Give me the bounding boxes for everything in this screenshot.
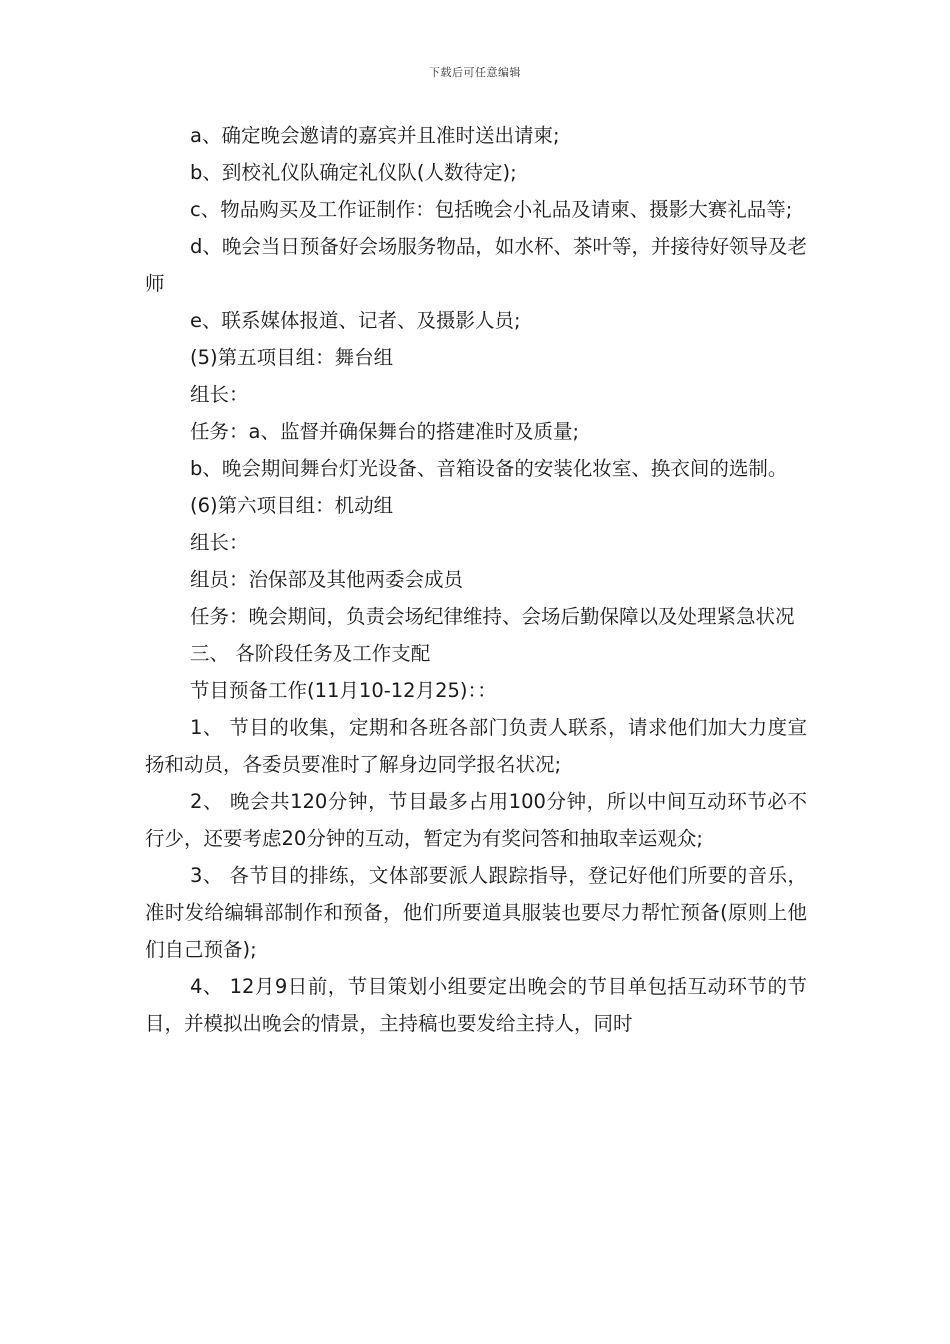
paragraph: 组员：治保部及其他两委会成员 (190, 568, 464, 591)
paragraph: a、确定晚会邀请的嘉宾并且准时送出请柬; (190, 124, 560, 147)
paragraph: b、晚会期间舞台灯光设备、音箱设备的安装化妆室、换衣间的选制。 (190, 457, 788, 480)
list-item: 2、 晚会共120分钟，节目最多占用100分钟，所以中间互动环节必不行少，还要考虑20分钟的互动，暂定为有奖问答和抽取幸运观众; (145, 790, 807, 850)
paragraph: 节目预备工作(11月10-12月25)：： (190, 679, 497, 702)
paragraph: e、联系媒体报道、记者、及摄影人员; (190, 309, 521, 332)
paragraph: 组长： (190, 531, 249, 554)
list-item: 1、 节目的收集，定期和各班各部门负责人联系，请求他们加大力度宣扬和动员，各委员要准时了解身边同学报名状况; (145, 716, 807, 776)
section-heading: (5)第五项目组：舞台组 (190, 346, 394, 369)
section-heading: 三、 各阶段任务及工作支配 (190, 642, 431, 665)
paragraph: 组长： (190, 383, 249, 406)
paragraph: b、到校礼仪队确定礼仪队(人数待定); (190, 161, 517, 184)
paragraph: 任务：晚会期间，负责会场纪律维持、会场后勤保障以及处理紧急状况 (190, 605, 795, 628)
page-header: 下载后可任意编辑 (429, 66, 521, 79)
list-item: 3、 各节目的排练，文体部要派人跟踪指导，登记好他们所要的音乐，准时发给编辑部制作和预备，他们所要道具服装也要尽力帮忙预备(原则上他们自己预备); (145, 864, 807, 961)
section-heading: (6)第六项目组：机动组 (190, 494, 394, 517)
paragraph: 任务：a、监督并确保舞台的搭建准时及质量; (190, 420, 580, 443)
document-body (145, 117, 807, 1042)
list-item: 4、 12月9日前，节目策划小组要定出晚会的节目单包括互动环节的节目，并模拟出晚会的情景，主持稿也要发给主持人，同时 (145, 975, 807, 1035)
paragraph: c、物品购买及工作证制作：包括晚会小礼品及请柬、摄影大赛礼品等; (190, 198, 793, 221)
paragraph: d、晚会当日预备好会场服务物品，如水杯、茶叶等，并接待好领导及老师 (145, 235, 807, 295)
